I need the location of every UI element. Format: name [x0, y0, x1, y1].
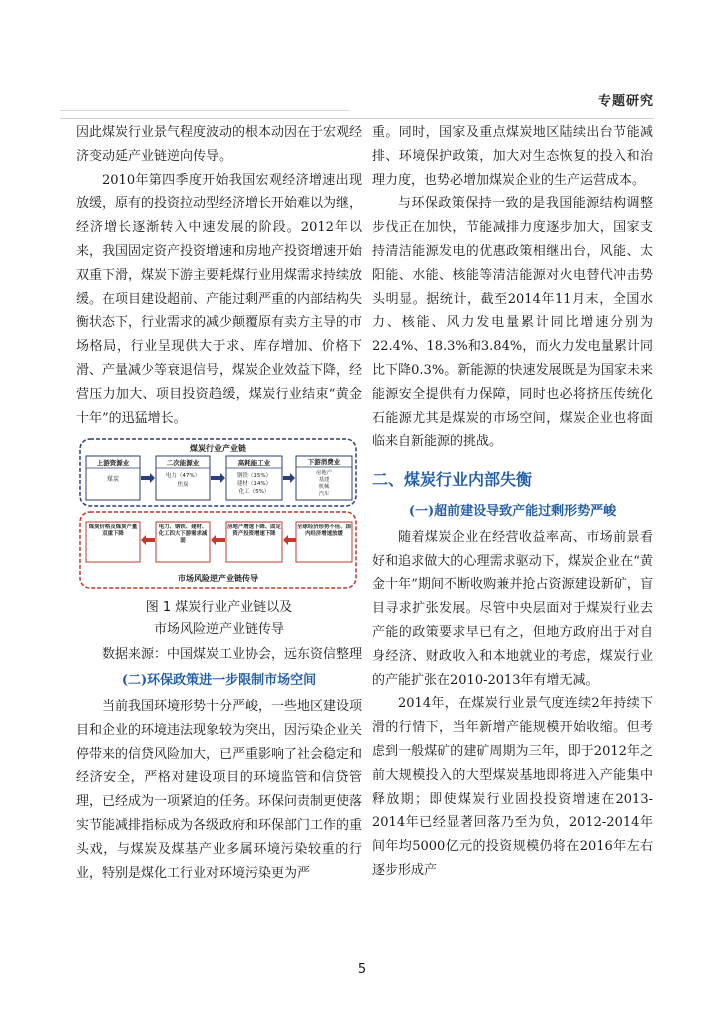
- industry-chain-figure: [76, 436, 360, 593]
- right-column: [372, 121, 653, 883]
- section-label: 专题研究: [597, 94, 654, 109]
- downstream-item: 汽车: [318, 491, 330, 498]
- secondary-energy-item: 电力（47%）: [165, 473, 201, 480]
- high-energy-industry-item: 建材（14%）: [236, 481, 272, 488]
- secondary-energy-title: 二次能源业: [166, 459, 200, 468]
- paragraph: 重。同时，国家及重点煤炭地区陆续出台节能减排、环境保护政策，加大对生态恢复的投入和治理力度，也势必增加煤炭企业的生产运营成本。: [372, 125, 653, 188]
- risk-text: 房地产增速下降、固定资产投资增速下降: [227, 524, 281, 538]
- subheading: (二)环保政策进一步限制市场空间: [121, 673, 317, 689]
- downstream-item: 机械: [318, 484, 330, 491]
- page-number: 5: [357, 962, 367, 977]
- caption-line: 市场风险逆产业链传导: [153, 622, 284, 638]
- downstream-title: 下游消费业: [307, 458, 341, 467]
- upstream-title: 上游资源业: [96, 459, 130, 468]
- secondary-energy-item: 焦炭: [177, 482, 189, 489]
- risk-text: 煤炭价格及煤炭产量双重下降: [88, 524, 138, 538]
- paragraph: 随着煤炭企业在经营收益率高、市场前景看好和追求做大的心理需求驱动下，煤炭企业在“黄金十年”期间不断收购兼并抢占资源建设新矿，盲目寻求扩张发展。尽管中央层面对于煤炭行业去产能的政策要求早已有之，但地方政府出于对自身经济、财政收入和本地就业的考虑，煤炭行业的产能扩张在2010-2013年有增无减。: [372, 529, 653, 688]
- high-energy-industry-item: 化工（5%）: [238, 489, 270, 496]
- arrow-right-icon: [211, 473, 225, 483]
- risk-title: 市场风险逆产业链传导: [178, 574, 258, 584]
- caption-line: 图 1 煤炭行业产业链以及: [145, 600, 293, 616]
- figure-caption: [76, 597, 362, 641]
- arrow-right-icon: [141, 473, 155, 483]
- upstream-item: 煤炭: [106, 476, 120, 484]
- arrow-left-icon: [141, 535, 155, 545]
- paragraph: 2014年，在煤炭行业景气度连续2年持续下滑的行情下，当年新增产能规模开始收缩。但考虑到一般煤矿的建矿周期为三年，即于2012年之前大规模投入的大型煤炭基地即将进入产能集中释放期；即使煤炭行业固投投资增速在2013-2014年已经显著回落乃至为负，2012-2014年间年均5000亿元的投资规模仍将在2016年左右逐步形成产: [372, 696, 653, 878]
- downstream-item: 房地产: [316, 470, 332, 477]
- paragraph: 与环保政策保持一致的是我国能源结构调整步伐正在加快，节能减排力度逐步加大，国家支持清洁能源发电的优惠政策相继出台，风能、太阳能、水能、核能等清洁能源对火电替代冲击势头明显。据统计，截至2014年11月末，全国水力、核能、风力发电量累计同比增速分别为22.4%、18.3%和3.84%，而火力发电量累计同比下降0.3%。新能源的快速发展既是为国家未来能源安全提供有力保障，同时也必将挤压传统化石能源尤其是煤炭的市场空间，煤炭企业也将面临来自新能源的挑战。: [372, 196, 653, 450]
- risk-text: 全球经济形势不佳、国内经济增速放缓: [297, 524, 351, 538]
- header-rule: [60, 118, 654, 119]
- risk-text: 电力、钢铁、建材、化工四大下游需求减弱: [158, 524, 208, 545]
- paragraph: 2010年第四季度开始我国宏观经济增速出现放缓，原有的投资拉动型经济增长开始难以为继，经济增长逐渐转入中速发展的阶段。2012年以来，我国固定资产投资增速和房地产投资增速开始双重下滑，煤炭下游主要耗煤行业用煤需求持续放缓。在项目建设超前、产能过剩严重的内部结构失衡状态下，行业需求的减少颠覆原有卖方主导的市场格局，行业呈现供大于求、库存增加、价格下滑、产量减少等衰退信号，煤炭企业效益下降，经营压力加大、项目投资趋缓，煤炭行业结束“黄金十年”的迅猛增长。: [76, 172, 363, 426]
- high-energy-industry-item: 钢铁（15%）: [236, 473, 272, 480]
- left-column: [76, 121, 362, 885]
- section-heading: 二、煤炭行业内部失衡: [372, 470, 533, 490]
- paragraph: 当前我国环境形势十分严峻，一些地区建设项目和企业的环境违法现象较为突出，因污染企业关停带来的信贷风险加大，已严重影响了社会稳定和经济安全，严格对建设项目的环境监管和信贷管理，已经成为一项紧迫的任务。环保问责制更使落实节能减排指标成为各级政府和环保部门工作的重头戏，与煤炭及煤基产业多属环境污染较重的行业，特别是煤化工行业对环境污染更为严: [76, 698, 363, 881]
- arrow-right-icon: [283, 473, 295, 483]
- paragraph: 因此煤炭行业景气程度波动的根本动因在于宏观经济变动延产业链逆向传导。: [76, 125, 363, 164]
- data-source: 数据来源：中国煤炭工业协会，远东资信整理: [102, 647, 363, 663]
- arrow-left-icon: [211, 535, 225, 545]
- page-header: [0, 84, 724, 109]
- high-energy-industry-title: 高耗能工业: [237, 459, 271, 468]
- downstream-item: 基建: [318, 477, 330, 484]
- industry-chain-diagram: [76, 436, 360, 593]
- header-rule-left: [60, 110, 350, 111]
- chain-title: 煤炭行业产业链: [190, 444, 246, 454]
- arrow-left-icon: [283, 535, 297, 545]
- subheading: (一)超前建设导致产能过剩形势严峻: [408, 503, 617, 519]
